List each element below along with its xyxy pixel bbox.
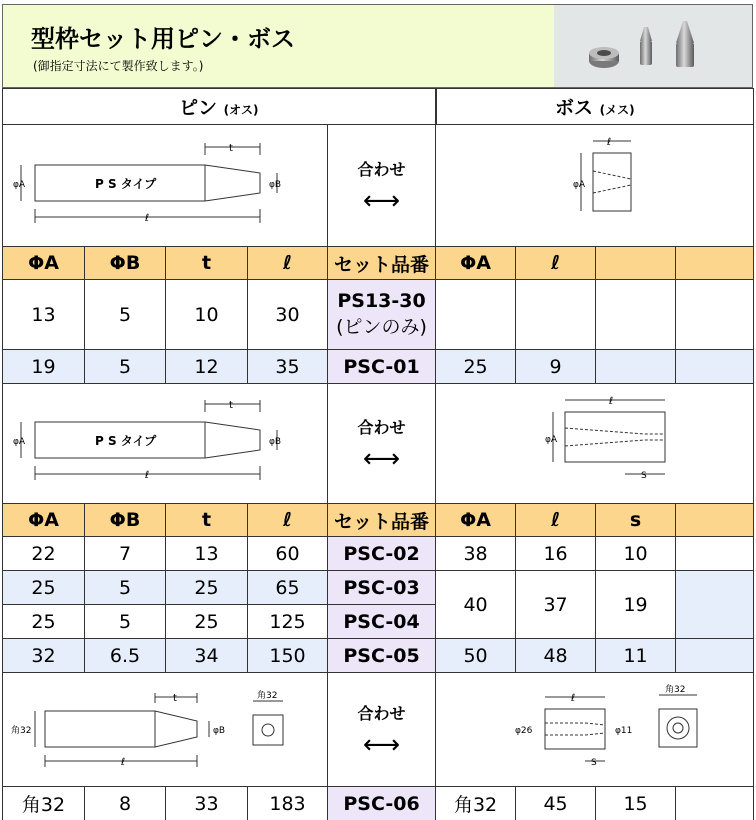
cell: 9 — [516, 350, 596, 384]
set-note: (ピンのみ) — [336, 316, 427, 338]
l-label: ℓ — [145, 213, 150, 224]
combine-label: 合わせ — [357, 418, 406, 437]
boss-s-label: S — [590, 758, 597, 768]
cell — [676, 537, 754, 571]
pin-diagram-1 — [3, 125, 328, 247]
combine-cell-3 — [328, 673, 436, 787]
set-number: PSC-05 — [328, 639, 436, 673]
col-empty — [676, 504, 754, 537]
phi-b-label: φB — [269, 180, 282, 190]
ps-type-label: P S タイプ — [95, 177, 157, 191]
cell: 19 — [596, 571, 676, 639]
boss-l-label: ℓ — [608, 396, 613, 407]
combine-label: 合わせ — [357, 704, 406, 723]
boss-l-label: ℓ — [570, 693, 575, 704]
cell: 65 — [248, 571, 328, 605]
boss-l-label: ℓ — [606, 137, 611, 148]
boss-phi-a-label: φA — [572, 180, 585, 190]
cell: 125 — [248, 605, 328, 639]
cell: 角32 — [3, 787, 85, 820]
ps-pin-drawing — [5, 125, 325, 241]
cell: 11 — [596, 639, 676, 673]
cell: 37 — [516, 571, 596, 639]
set-number: PS13-30 — [337, 290, 426, 312]
phi-b-label: φB — [213, 726, 226, 736]
page-title: 型枠セット用ピン・ボス — [31, 25, 295, 53]
cell — [676, 639, 754, 673]
cell — [676, 787, 754, 820]
spec-table — [2, 88, 754, 820]
boss-drawing-1 — [445, 125, 745, 241]
diagram-row-3 — [3, 673, 754, 787]
col-empty-1 — [596, 247, 676, 280]
header-banner — [2, 4, 753, 88]
cell: 15 — [596, 787, 676, 820]
boss-diagram-2 — [436, 384, 754, 504]
table-row — [3, 350, 754, 384]
col-phi-a: ΦA — [3, 247, 85, 280]
pin-label: ピン — [179, 97, 218, 119]
cell: 34 — [166, 639, 248, 673]
set-number: PSC-06 — [328, 787, 436, 820]
col-empty-2 — [676, 247, 754, 280]
col-phi-b: ΦB — [85, 504, 166, 537]
cell: 5 — [85, 571, 166, 605]
table-row — [3, 537, 754, 571]
boss-diagram-3 — [436, 673, 754, 787]
cell — [676, 571, 754, 639]
col-boss-l: ℓ — [516, 504, 596, 537]
table2-header-row — [3, 504, 754, 537]
boss-diagram-1 — [436, 125, 754, 247]
col-s: s — [596, 504, 676, 537]
pin-diagram-3 — [3, 673, 328, 787]
l-label: ℓ — [121, 757, 126, 768]
combine-arrow-icon: ⟷ — [362, 444, 401, 474]
table-row — [3, 639, 754, 673]
cell: 25 — [166, 571, 248, 605]
cell: 5 — [85, 280, 166, 350]
cell — [516, 280, 596, 350]
cell: 150 — [248, 639, 328, 673]
pin-diagram-2 — [3, 384, 328, 504]
cell — [436, 280, 516, 350]
cell: 25 — [436, 350, 516, 384]
col-phi-a: ΦA — [3, 504, 85, 537]
ps-type-label: P S タイプ — [95, 434, 157, 448]
diagram-row-1 — [3, 125, 754, 247]
combine-arrow-icon: ⟷ — [362, 730, 401, 760]
t-label: t — [229, 400, 233, 411]
cell: 183 — [248, 787, 328, 820]
kaku32-top-label: 角32 — [257, 691, 278, 701]
cell — [596, 350, 676, 384]
cell: 48 — [516, 639, 596, 673]
pin-sublabel: (オス) — [223, 103, 259, 117]
product-photo-illustration — [554, 5, 752, 87]
cell: 5 — [85, 350, 166, 384]
combine-arrow-icon: ⟷ — [362, 186, 401, 216]
combine-cell-2 — [328, 384, 436, 504]
col-t: t — [166, 247, 248, 280]
section-header-row — [3, 89, 754, 125]
pin-section-header — [3, 89, 436, 125]
cell: 12 — [166, 350, 248, 384]
set-number: PSC-02 — [328, 537, 436, 571]
set-number: PSC-01 — [328, 350, 436, 384]
cell: 13 — [166, 537, 248, 571]
boss-s-label: S — [640, 471, 647, 481]
col-set-number: セット品番 — [328, 504, 436, 537]
boss-drawing-2 — [445, 384, 745, 498]
cell: 35 — [248, 350, 328, 384]
cell — [596, 280, 676, 350]
phi26-label: φ26 — [514, 726, 532, 736]
diagram-row-2 — [3, 384, 754, 504]
t-label: t — [173, 693, 177, 704]
table1-header-row — [3, 247, 754, 280]
col-set-number: セット品番 — [328, 247, 436, 280]
table-row — [3, 280, 754, 350]
cell: 10 — [166, 280, 248, 350]
boss-section-header — [436, 89, 754, 125]
cell: 45 — [516, 787, 596, 820]
col-boss-phi-a: ΦA — [436, 504, 516, 537]
cell: 10 — [596, 537, 676, 571]
cell: 22 — [3, 537, 85, 571]
boss-drawing-3 — [445, 673, 745, 781]
t-label: t — [229, 143, 233, 154]
cell: 32 — [3, 639, 85, 673]
col-t: t — [166, 504, 248, 537]
kaku32-boss-label: 角32 — [664, 685, 686, 695]
cell: 40 — [436, 571, 516, 639]
cell: 33 — [166, 787, 248, 820]
phi11-label: φ11 — [614, 726, 632, 736]
cell: 13 — [3, 280, 85, 350]
cell: 5 — [85, 605, 166, 639]
col-boss-l: ℓ — [516, 247, 596, 280]
col-l: ℓ — [248, 247, 328, 280]
cell: 25 — [3, 605, 85, 639]
cell: 7 — [85, 537, 166, 571]
cell — [676, 350, 754, 384]
phi-b-label: φB — [269, 437, 282, 447]
set-number-cell — [328, 280, 436, 350]
square-pin-drawing — [5, 673, 325, 781]
col-phi-b: ΦB — [85, 247, 166, 280]
cell: 60 — [248, 537, 328, 571]
phi-a-label: φA — [13, 437, 26, 447]
phi-a-label: φA — [13, 180, 26, 190]
cell: 6.5 — [85, 639, 166, 673]
boss-sublabel: (メス) — [599, 103, 635, 117]
boss-label: ボス — [555, 97, 594, 119]
page-subtitle: (御指定寸法にて製作致します。) — [33, 59, 204, 73]
cell: 25 — [166, 605, 248, 639]
combine-cell-1 — [328, 125, 436, 247]
cell: 38 — [436, 537, 516, 571]
kaku32-label: 角32 — [11, 726, 32, 736]
set-number: PSC-03 — [328, 571, 436, 605]
table-row — [3, 571, 754, 605]
col-l: ℓ — [248, 504, 328, 537]
cell: 8 — [85, 787, 166, 820]
cell — [676, 280, 754, 350]
cell: 30 — [248, 280, 328, 350]
boss-phi-a-label: φA — [544, 435, 557, 445]
cell: 19 — [3, 350, 85, 384]
product-photo — [554, 5, 752, 87]
cell: 角32 — [436, 787, 516, 820]
col-boss-phi-a: ΦA — [436, 247, 516, 280]
cell: 25 — [3, 571, 85, 605]
cell: 50 — [436, 639, 516, 673]
table-row — [3, 787, 754, 820]
ps-pin-drawing-2 — [5, 384, 325, 498]
set-number: PSC-04 — [328, 605, 436, 639]
combine-label: 合わせ — [357, 160, 406, 179]
cell: 16 — [516, 537, 596, 571]
l-label: ℓ — [145, 470, 150, 481]
